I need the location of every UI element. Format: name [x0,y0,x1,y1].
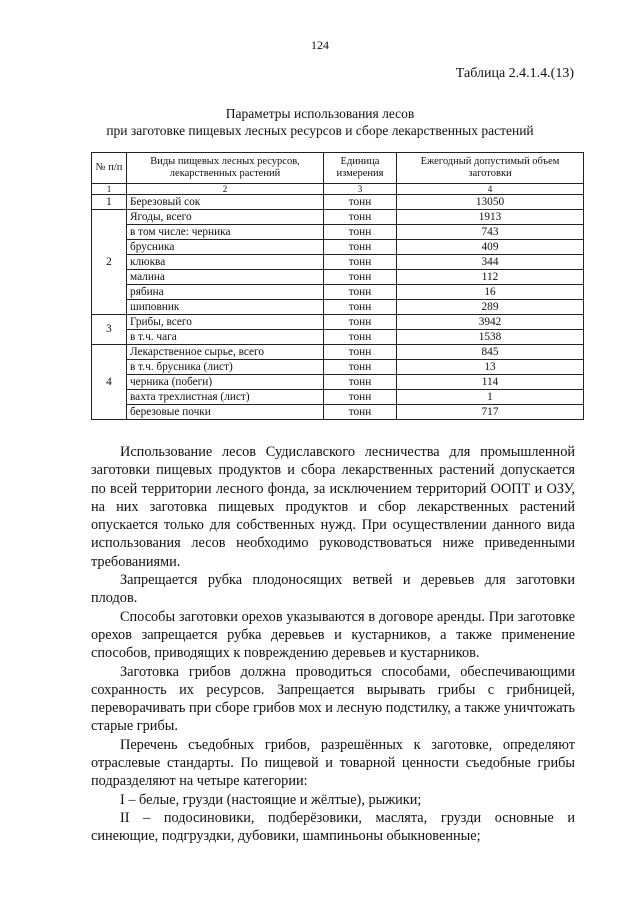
resource-name: Березовый сок [127,195,324,210]
volume-cell: 409 [397,240,584,255]
col-number: 2 [127,184,324,195]
resource-name: Лекарственное сырье, всего [127,345,324,360]
header-volume: Ежегодный допустимый объем заготовки [397,153,584,184]
unit-cell: тонн [324,360,397,375]
caption-line-1: Параметры использования лесов [225,106,415,121]
resource-name: малина [127,270,324,285]
row-group-number: 3 [92,315,127,345]
table-row [92,255,584,270]
col-number: 3 [324,184,397,195]
table-row [92,225,584,240]
resource-name: черника (побеги) [127,375,324,390]
paragraph: Перечень съедобных грибов, разрешённых к заготовке, определяют отраслевые стандарты. По пищевой и товарной ценности съедобные грибы подразделяют на четыре категории: [91,736,575,790]
volume-cell: 112 [397,270,584,285]
unit-cell: тонн [324,240,397,255]
resource-name: Грибы, всего [127,315,324,330]
col-number: 4 [397,184,584,195]
table-label: Таблица 2.4.1.4.(13) [455,66,574,81]
col-number: 1 [92,184,127,195]
unit-cell: тонн [324,195,397,210]
paragraph: II – подосиновики, подберёзовики, маслята, грузди основные и синеющие, подгруздки, дубовики, шампиньоны обыкновенные; [91,809,575,845]
resource-name: клюква [127,255,324,270]
table-row [92,285,584,300]
volume-cell: 1 [397,390,584,405]
resource-name: в т.ч. чага [127,330,324,345]
table-header-row [92,153,584,184]
volume-cell: 289 [397,300,584,315]
resource-name: березовые почки [127,405,324,420]
paragraph: Запрещается рубка плодоносящих ветвей и деревьев для заготовки плодов. [91,572,575,607]
table-row [92,315,584,330]
header-num: № п/п [92,153,127,184]
paragraph: Заготовка грибов должна проводиться способами, обеспечивающими сохранность их ресурсов. Запрещается вырывать грибы с грибницей, переворачивать при сборе грибов мох и лесную подстилку, а также уничтожать старые грибы. [91,663,575,735]
table-row [92,240,584,255]
unit-cell: тонн [324,405,397,420]
unit-cell: тонн [324,330,397,345]
resource-name: брусника [127,240,324,255]
paragraph: Способы заготовки орехов указываются в договоре аренды. При заготовке орехов запрещается рубка деревьев и кустарников, а также применение способов, приводящих к повреждению деревьев и кустарников. [91,608,575,662]
unit-cell: тонн [324,270,397,285]
table-row [92,360,584,375]
volume-cell: 114 [397,375,584,390]
table-row [92,300,584,315]
volume-cell: 717 [397,405,584,420]
volume-cell: 16 [397,285,584,300]
resource-name: Ягоды, всего [127,210,324,225]
header-type: Виды пищевых лесных ресурсов, лекарственных растений [127,153,324,184]
table-row [92,345,584,360]
table-row [92,405,584,420]
body-text [91,443,575,846]
table-row [92,270,584,285]
row-group-number: 2 [92,210,127,315]
unit-cell: тонн [324,300,397,315]
paragraph: Использование лесов Судиславского лесничества для промышленной заготовки пищевых продуктов и сбора лекарственных растений допускается по всей территории лесного фонда, за исключением территорий ООПТ и ОЗУ, на них заготовка пищевых продуктов и сбор лекарственных растений опускается только для собственных нужд. При осуществлении данного вида использования лесов необходимо руководствоваться ниже приведенными требованиями. [91,444,575,570]
resources-table [91,152,584,420]
paragraph: I – белые, грузди (настоящие и жёлтые), рыжики; [120,791,422,808]
volume-cell: 743 [397,225,584,240]
volume-cell: 845 [397,345,584,360]
resource-name: в т.ч. брусника (лист) [127,360,324,375]
table-row [92,195,584,210]
unit-cell: тонн [324,210,397,225]
table-row [92,390,584,405]
row-group-number: 4 [92,345,127,420]
resource-name: шиповник [127,300,324,315]
table-row [92,210,584,225]
unit-cell: тонн [324,225,397,240]
caption-line-2: при заготовке пищевых лесных ресурсов и сборе лекарственных растений [106,123,534,138]
volume-cell: 13050 [397,195,584,210]
unit-cell: тонн [324,345,397,360]
resource-name: рябина [127,285,324,300]
table-row [92,375,584,390]
volume-cell: 3942 [397,315,584,330]
row-group-number: 1 [92,195,127,210]
header-unit: Единица измерения [324,153,397,184]
unit-cell: тонн [324,390,397,405]
column-number-row [92,184,584,195]
unit-cell: тонн [324,315,397,330]
resource-name: в том числе: черника [127,225,324,240]
table-body [92,195,584,420]
page-number: 124 [311,38,329,52]
unit-cell: тонн [324,255,397,270]
table-row [92,330,584,345]
volume-cell: 1538 [397,330,584,345]
volume-cell: 344 [397,255,584,270]
resource-name: вахта трехлистная (лист) [127,390,324,405]
unit-cell: тонн [324,375,397,390]
unit-cell: тонн [324,285,397,300]
table-caption [0,105,640,139]
volume-cell: 13 [397,360,584,375]
volume-cell: 1913 [397,210,584,225]
